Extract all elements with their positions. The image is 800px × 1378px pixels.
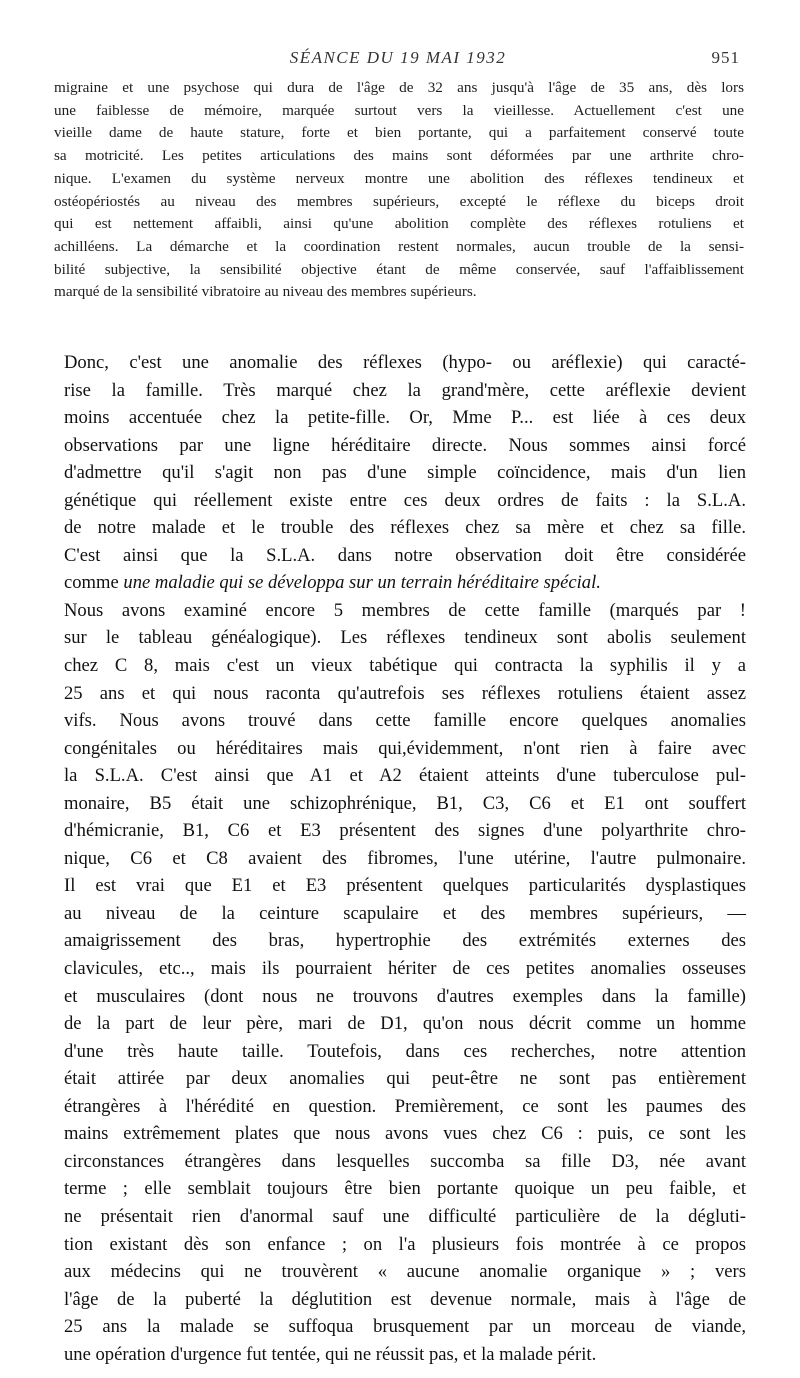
- text-line: [46, 569, 746, 597]
- text-line: était attirée par deux anomalies qui peut-être ne sont pas entièrement: [64, 1068, 746, 1090]
- text-line: Donc, c'est une anomalie des réflexes (hypo- ou aréflexie) qui caracté-: [64, 352, 746, 373]
- text-line: vieille dame de haute stature, forte et bien portante, qui a parfaitement conservé toute: [54, 124, 744, 142]
- text-line: de la part de leur père, mari de D1, qu'on nous décrit comme un homme: [64, 1013, 746, 1035]
- text-line: marqué de la sensibilité vibratoire au niveau des membres supérieurs.: [54, 283, 477, 301]
- body-paragraph-1: [46, 349, 746, 597]
- page-number: 951: [711, 48, 740, 67]
- text-line: nique, C6 et C8 avaient des fibromes, l'une utérine, l'autre pulmonaire.: [64, 847, 746, 869]
- text-line: monaire, B5 était une schizophrénique, B1, C3, C6 et E1 ont souffert: [64, 792, 746, 814]
- text-line: nique. L'examen du système nerveux montre une abolition des réflexes tendineux et: [54, 169, 744, 187]
- running-header: [48, 48, 748, 72]
- text-line: étrangères à l'hérédité en question. Premièrement, ce sont les paumes des: [64, 1095, 746, 1117]
- text-line: et musculaires (dont nous ne trouvons d'autres exemples dans la famille): [64, 985, 746, 1007]
- text-line: chez C 8, mais c'est un vieux tabétique qui contracta la syphilis il y a: [64, 655, 746, 677]
- running-title: SÉANCE DU 19 MAI 1932: [289, 48, 507, 67]
- text-line: moins accentuée chez la petite-fille. Or, Mme P... est liée à ces deux: [64, 407, 746, 429]
- text-line: 25 ans la malade se suffoqua brusquement par un morceau de viande,: [64, 1316, 746, 1338]
- italic-emphasis: une maladie qui se développa sur un terrain héréditaire spécial.: [123, 572, 601, 594]
- text-line: achilléens. La démarche et la coordination restent normales, aucun trouble de la sensi-: [54, 237, 744, 255]
- text-line: clavicules, etc.., mais ils pourraient hériter de ces petites anomalies osseuses: [64, 958, 746, 980]
- text-line: amaigrissement des bras, hypertrophie des extrémités externes des: [64, 930, 746, 952]
- body-text: [46, 349, 746, 1368]
- case-notes-paragraph: [54, 77, 744, 304]
- text-line: génétique qui réellement existe entre ces deux ordres de faits : la S.L.A.: [64, 489, 746, 511]
- text-line: ne présentait rien d'anormal sauf une difficulté particulière de la dégluti-: [64, 1205, 746, 1227]
- text-line: mains extrêmement plates que nous avons vues chez C6 : puis, ce sont les: [64, 1123, 746, 1145]
- text-line: qui est nettement affaibli, ainsi qu'une abolition complète des réflexes rotuliens et: [54, 215, 744, 233]
- text-line: circonstances étrangères dans lesquelles succomba sa fille D3, née avant: [64, 1150, 746, 1172]
- text-line: de notre malade et le trouble des réflexes chez sa mère et chez sa fille.: [64, 517, 746, 539]
- body-paragraph-2: [46, 597, 746, 1368]
- text-line: Nous avons examiné encore 5 membres de cette famille (marqués par !: [64, 599, 746, 621]
- text-line: rise la famille. Très marqué chez la grand'mère, cette aréflexie devient: [64, 379, 746, 401]
- case-notes-text: [54, 77, 744, 304]
- text-line: sa motricité. Les petites articulations des mains sont déformées par une arthrite chro-: [54, 147, 744, 165]
- text-line: tion existant dès son enfance ; on l'a plusieurs fois montrée à ce propos: [64, 1233, 746, 1255]
- text-line: une faiblesse de mémoire, marquée surtout vers la vieillesse. Actuellement c'est une: [54, 101, 744, 119]
- text-line: ostéopériostés au niveau des membres supérieurs, excepté le réflexe du biceps droit: [54, 192, 744, 210]
- text-line: une opération d'urgence fut tentée, qui ne réussit pas, et la malade périt.: [64, 1343, 597, 1365]
- text-line: d'hémicranie, B1, C6 et E3 présentent des signes d'une polyarthrite chro-: [64, 820, 746, 842]
- text-line: la S.L.A. C'est ainsi que A1 et A2 étaient atteints d'une tuberculose pul-: [64, 765, 746, 787]
- text-line: terme ; elle semblait toujours être bien portante quoique un peu faible, et: [64, 1178, 746, 1200]
- text-line: migraine et une psychose qui dura de l'âge de 32 ans jusqu'à l'âge de 35 ans, dès lors: [54, 79, 744, 96]
- text-line: C'est ainsi que la S.L.A. dans notre observation doit être considérée: [64, 544, 746, 566]
- text-line: aux médecins qui ne trouvèrent « aucune anomalie organique » ; vers: [64, 1261, 746, 1283]
- text-line-prefix: comme: [64, 572, 124, 594]
- text-line: d'une très haute taille. Toutefois, dans ces recherches, notre attention: [64, 1040, 746, 1062]
- text-line: congénitales ou héréditaires mais qui,évidemment, n'ont rien à faire avec: [64, 737, 746, 759]
- text-line: vifs. Nous avons trouvé dans cette famille encore quelques anomalies: [64, 710, 746, 732]
- text-line: sur le tableau généalogique). Les réflexes tendineux sont abolis seulement: [64, 627, 746, 649]
- text-line: d'admettre qu'il s'agit non pas d'une simple coïncidence, mais d'un lien: [64, 462, 746, 484]
- text-line: observations par une ligne héréditaire directe. Nous sommes ainsi forcé: [64, 434, 746, 456]
- text-line: au niveau de la ceinture scapulaire et des membres supérieurs, —: [64, 902, 746, 924]
- text-line: l'âge de la puberté la déglutition est devenue normale, mais à l'âge de: [64, 1288, 746, 1310]
- text-line: Il est vrai que E1 et E3 présentent quelques particularités dysplastiques: [64, 875, 746, 897]
- text-line: bilité subjective, la sensibilité objective étant de même conservée, sauf l'affaiblissement: [54, 260, 744, 278]
- text-line: 25 ans et qui nous raconta qu'autrefois ses réflexes rotuliens étaient assez: [64, 682, 746, 704]
